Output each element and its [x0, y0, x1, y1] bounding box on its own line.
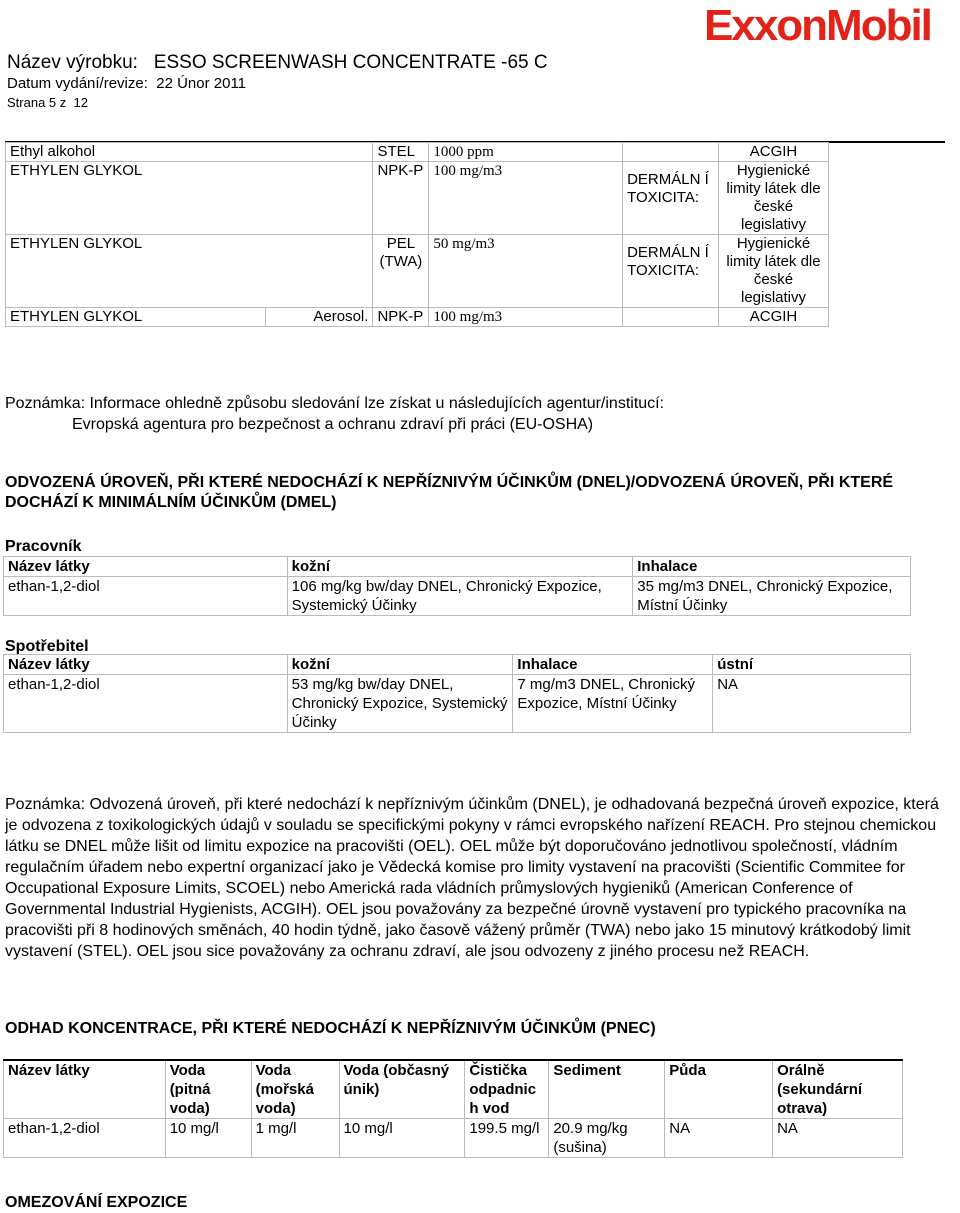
column-header: Voda (mořská voda)	[251, 1060, 339, 1119]
page-number: Strana 5 z 12	[7, 95, 88, 110]
date-line	[7, 75, 246, 92]
pnec-table	[3, 1059, 903, 1158]
column-header: Inhalace	[633, 557, 911, 577]
table-cell: 199.5 mg/l	[465, 1119, 549, 1158]
table-header-row	[4, 557, 911, 577]
table-header-row	[4, 655, 911, 675]
column-header: Inhalace	[513, 655, 713, 675]
monitoring-note: Poznámka: Informace ohledně způsobu sledování lze získat u následujících agentur/institucí:	[5, 395, 665, 412]
table-cell: 20.9 mg/kg (sušina)	[549, 1119, 665, 1158]
column-header: Název látky	[4, 655, 288, 675]
column-header: Voda (občasný únik)	[339, 1060, 465, 1119]
oel-form: Aerosol.	[265, 308, 373, 327]
product-line	[7, 52, 548, 74]
column-header: Čistička odpadnic h vod	[465, 1060, 549, 1119]
oel-type: STEL	[373, 143, 429, 162]
oel-row	[6, 235, 829, 308]
oel-source: ACGIH	[719, 143, 829, 162]
worker-title: Pracovník	[5, 538, 82, 555]
oel-value: 100 mg/m3	[429, 162, 623, 235]
oel-row	[6, 143, 829, 162]
date-label: Datum vydání/revize:	[7, 75, 148, 92]
column-header: ústní	[713, 655, 911, 675]
oel-row	[6, 162, 829, 235]
oel-type: PEL (TWA)	[373, 235, 429, 308]
table-header-row	[4, 1060, 903, 1119]
oel-note	[623, 143, 719, 162]
table-row	[4, 577, 911, 616]
table-cell: ethan-1,2-diol	[4, 675, 288, 733]
dnel-title: ODVOZENÁ ÚROVEŇ, PŘI KTERÉ NEDOCHÁZÍ K NEPŘÍZNIVÝM ÚČINKŮM (DNEL)/ODVOZENÁ ÚROVEŇ, PŘI KTERÉ DOCHÁZÍ K MINIMÁLNÍM ÚČINKŮM (DMEL)	[5, 474, 894, 511]
dnel-explanation-note: Poznámka: Odvozená úroveň, při které nedochází k nepříznivým účinkům (DNEL), je odhadovaná bezpečná úroveň expozice, která je odvozena z toxikologických údajů v souladu se specifickými pokyny v rámci evropského nařízení REACH. Pro stejnou chemickou látku se DNEL může lišit od limitu expozice na pracovišti (OEL). OEL může být doporučováno jednotlivou společností, vládním regulačním úřadem nebo expertní organizací jako je Vědecká komise pro limity vystavení na pracovišti (Scientific Commitee for Occupational Exposure Limits, SCOEL) nebo Americká rada vládních průmyslových hygieniků (American Conference of Governmental Industrial Hygienists, ACGIH). OEL jsou považovány za bezpečné úrovně vystavení pro typického pracovníka na pracovišti při 8 hodinových směnách, 40 hodin týdně, jako časově vážený průměr (TWA) nebo jako 15 minutový krátkodobý limit vystavení (STEL). OEL jsou sice považovány za ochranu zdraví, ale jsou odvozeny z jiného procesu než REACH.	[5, 796, 939, 960]
oel-value: 50 mg/m3	[429, 235, 623, 308]
monitoring-agency: Evropská agentura pro bezpečnost a ochranu zdraví při práci (EU-OSHA)	[72, 416, 594, 433]
product-label: Název výrobku:	[7, 52, 138, 73]
column-header: Sediment	[549, 1060, 665, 1119]
oel-note	[623, 308, 719, 327]
table-row	[4, 1119, 903, 1158]
oel-note: DERMÁLN Í TOXICITA:	[623, 162, 719, 235]
oel-substance: ETHYLEN GLYKOL	[6, 308, 266, 327]
oel-type: NPK-P	[373, 162, 429, 235]
table-cell: ethan-1,2-diol	[4, 1119, 166, 1158]
date-value: 22 Únor 2011	[156, 75, 247, 92]
exxonmobil-logo	[702, 0, 960, 54]
product-name: ESSO SCREENWASH CONCENTRATE -65 C	[153, 52, 548, 73]
oel-source: ACGIH	[719, 308, 829, 327]
table-cell: NA	[713, 675, 911, 733]
column-header: Název látky	[4, 1060, 166, 1119]
table-cell: NA	[773, 1119, 903, 1158]
consumer-dnel-table	[3, 654, 911, 733]
table-cell: 106 mg/kg bw/day DNEL, Chronický Expozice, Systemický Účinky	[287, 577, 633, 616]
column-header: Voda (pitná voda)	[165, 1060, 251, 1119]
column-header: kožní	[287, 655, 513, 675]
oel-type: NPK-P	[373, 308, 429, 327]
oel-value: 100 mg/m3	[429, 308, 623, 327]
oel-substance: Ethyl alkohol	[6, 143, 373, 162]
table-row	[4, 675, 911, 733]
logo-text: ExxonMobil	[704, 1, 931, 50]
table-cell: 7 mg/m3 DNEL, Chronický Expozice, Místní Účinky	[513, 675, 713, 733]
column-header: kožní	[287, 557, 633, 577]
exposure-control-title: OMEZOVÁNÍ EXPOZICE	[5, 1194, 188, 1211]
table-cell: 53 mg/kg bw/day DNEL, Chronický Expozice, Systemický Účinky	[287, 675, 513, 733]
worker-dnel-table	[3, 556, 911, 616]
oel-note: DERMÁLN Í TOXICITA:	[623, 235, 719, 308]
oel-substance: ETHYLEN GLYKOL	[6, 162, 373, 235]
table-cell: ethan-1,2-diol	[4, 577, 288, 616]
oel-source: Hygienické limity látek dle české legislativy	[719, 162, 829, 235]
table-cell: 35 mg/m3 DNEL, Chronický Expozice, Místní Účinky	[633, 577, 911, 616]
oel-table	[5, 142, 829, 327]
oel-value: 1000 ppm	[429, 143, 623, 162]
oel-substance: ETHYLEN GLYKOL	[6, 235, 373, 308]
table-cell: 10 mg/l	[339, 1119, 465, 1158]
oel-source: Hygienické limity látek dle české legislativy	[719, 235, 829, 308]
oel-row	[6, 308, 829, 327]
consumer-title: Spotřebitel	[5, 638, 89, 655]
table-cell: 10 mg/l	[165, 1119, 251, 1158]
column-header: Název látky	[4, 557, 288, 577]
column-header: Půda	[665, 1060, 773, 1119]
pnec-title: ODHAD KONCENTRACE, PŘI KTERÉ NEDOCHÁZÍ K NEPŘÍZNIVÝM ÚČINKŮM (PNEC)	[5, 1020, 656, 1037]
table-cell: NA	[665, 1119, 773, 1158]
table-cell: 1 mg/l	[251, 1119, 339, 1158]
column-header: Orálně (sekundární otrava)	[773, 1060, 903, 1119]
